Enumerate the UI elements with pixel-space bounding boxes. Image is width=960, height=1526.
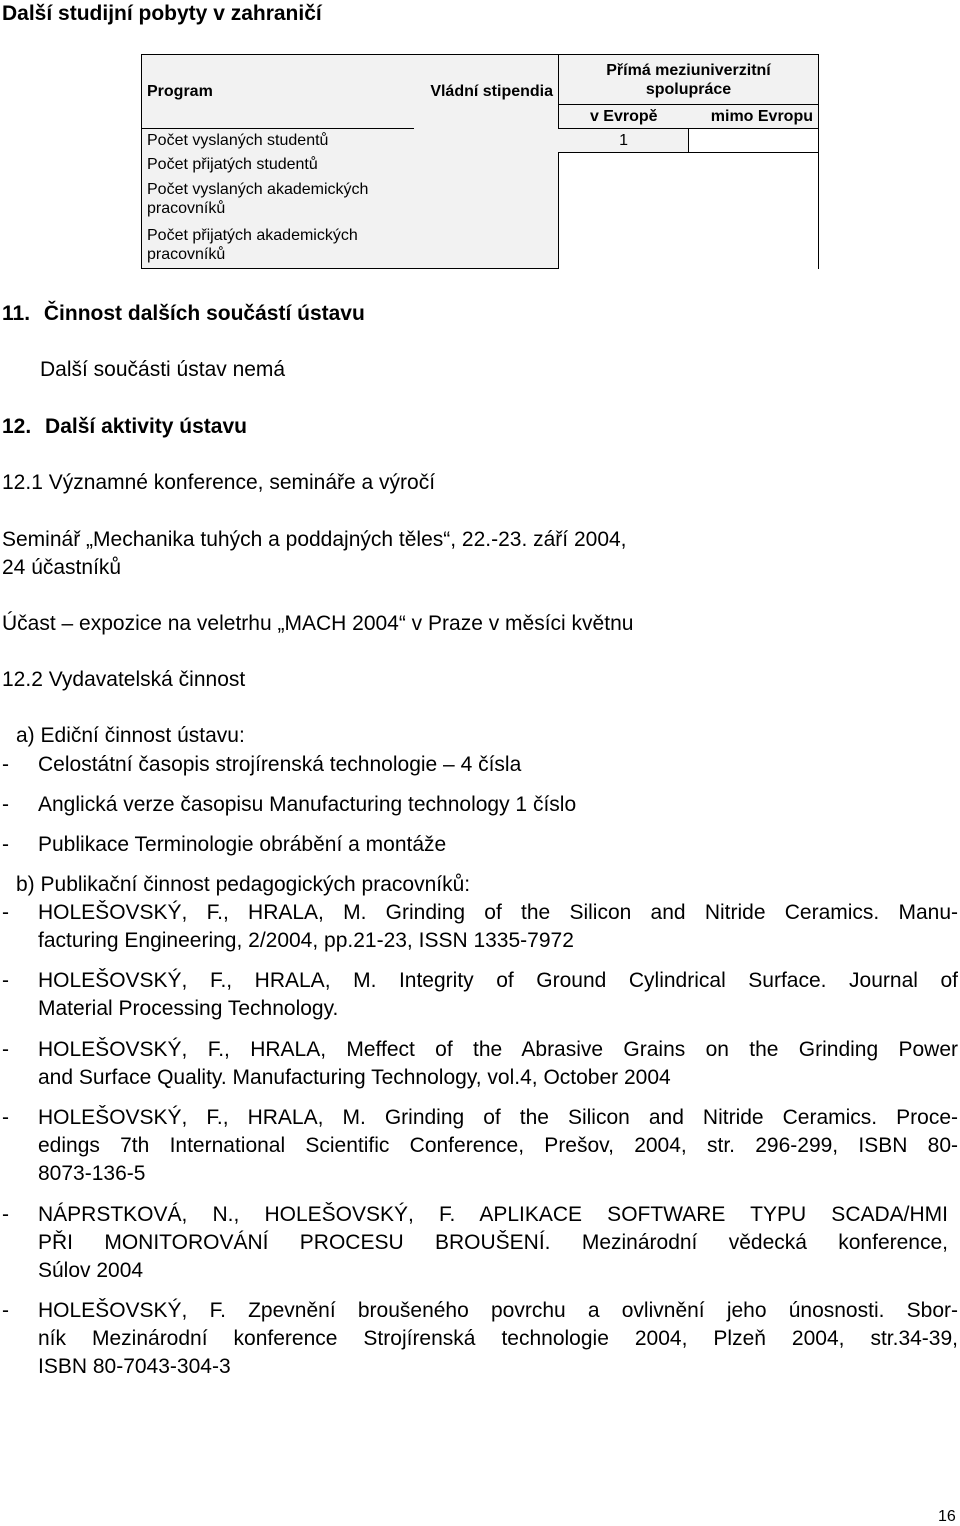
row-value-vladni <box>414 153 559 177</box>
page-number: 16 <box>938 1508 956 1525</box>
dash: - <box>2 1106 9 1129</box>
dash: - <box>2 833 9 856</box>
b-item <box>38 967 958 1023</box>
dash: - <box>2 969 9 992</box>
row-label: Počet vyslaných studentů <box>142 129 414 153</box>
section-number: 11. <box>2 302 31 325</box>
dash: - <box>2 1299 9 1322</box>
dash: - <box>2 753 9 776</box>
row-value-empty <box>559 153 819 269</box>
header-v-evrope: v Evropě <box>559 105 689 129</box>
row-value-mimo <box>689 129 819 153</box>
section-11-text: Další součásti ústav nemá <box>40 358 286 381</box>
section-title: Další aktivity ústavu <box>45 415 247 438</box>
b-item-line1: HOLEŠOVSKÝ, F. Zpevnění broušeného povrchu a ovlivnění jeho únosnosti. Sbor- <box>38 1299 958 1322</box>
row-value-vladni <box>414 177 559 222</box>
row-label-line1: Počet přijatých akademických <box>147 226 358 244</box>
seminar-line2: 24 účastníků <box>2 556 122 579</box>
row-label: Počet přijatých studentů <box>142 153 414 177</box>
table-row <box>142 153 819 177</box>
b-item <box>38 1297 958 1381</box>
section-12-2-heading: 12.2 Vydavatelská činnost <box>2 668 246 691</box>
header-vladni-stipendia: Vládní stipendia <box>414 55 559 129</box>
section-12-1-heading: 12.1 Významné konference, semináře a výročí <box>2 471 436 494</box>
row-label <box>142 177 414 222</box>
header-prima-line1: Přímá meziuniverzitní <box>606 61 771 79</box>
dash: - <box>2 1038 9 1061</box>
b-item-line1: HOLEŠOVSKÝ, F., HRALA, M. Grinding of the Silicon and Nitride Ceramics. Proce- <box>38 1106 958 1129</box>
seminar-line1: Seminář „Mechanika tuhých a poddajných těles“, 22.-23. září 2004, <box>2 528 627 551</box>
header-program: Program <box>142 55 414 129</box>
table-row <box>142 129 819 153</box>
row-label <box>142 222 414 269</box>
b-item-line2: and Surface Quality. Manufacturing Technology, vol.4, October 2004 <box>38 1066 671 1089</box>
b-item-line1: HOLEŠOVSKÝ, F., HRALA, Meffect of the Abrasive Grains on the Grinding Power <box>38 1038 958 1061</box>
b-item <box>38 1201 948 1285</box>
b-item-line2: Material Processing Technology. <box>38 997 339 1020</box>
header-prima-spoluprace <box>559 55 819 105</box>
b-item-line1: HOLEŠOVSKÝ, F., HRALA, M. Integrity of Ground Cylindrical Surface. Journal of <box>38 969 958 992</box>
row-label-line2: pracovníků <box>147 200 226 217</box>
b-item-line3: Súlov 2004 <box>38 1259 144 1282</box>
b-item-line1: HOLEŠOVSKÝ, F., HRALA, M. Grinding of the Silicon and Nitride Ceramics. Manu- <box>38 901 958 924</box>
row-value-evrope: 1 <box>414 129 689 153</box>
row-value-vladni <box>414 222 559 269</box>
dash: - <box>2 901 9 924</box>
b-item-line2: ník Mezinárodní konference Strojírenská technologie 2004, Plzeň 2004, str.34-39, <box>38 1327 958 1350</box>
row-label-line1: Počet vyslaných akademických <box>147 181 369 198</box>
header-mimo-evropu: mimo Evropu <box>689 105 819 129</box>
section-12-heading <box>2 413 247 441</box>
b-item-line1: NÁPRSTKOVÁ, N., HOLEŠOVSKÝ, F. APLIKACE SOFTWARE TYPU SCADA/HMI <box>38 1203 948 1226</box>
dash: - <box>2 793 9 816</box>
b-heading: b) Publikační činnost pedagogických pracovníků: <box>16 873 471 896</box>
a-item: Celostátní časopis strojírenská technologie – 4 čísla <box>38 753 522 776</box>
section-number: 12. <box>2 415 32 438</box>
a-item: Publikace Terminologie obrábění a montáže <box>38 833 447 856</box>
b-item-line3: 8073-136-5 <box>38 1162 146 1185</box>
b-item-line3: ISBN 80-7043-304-3 <box>38 1355 231 1378</box>
expo-text: Účast – expozice na veletrhu „MACH 2004“ v Praze v měsíci květnu <box>2 612 634 635</box>
header-prima-line2: spolupráce <box>645 80 732 98</box>
a-item: Anglická verze časopisu Manufacturing technology 1 číslo <box>38 793 577 816</box>
row-label-line2: pracovníků <box>147 245 226 263</box>
mobility-table <box>141 54 819 269</box>
b-item <box>38 1036 958 1092</box>
dash: - <box>2 1203 9 1226</box>
section-11-heading <box>2 300 365 328</box>
b-item-line2: facturing Engineering, 2/2004, pp.21-23, ISSN 1335-7972 <box>38 929 574 952</box>
b-item <box>38 899 958 955</box>
b-item-line2: PŘI MONITOROVÁNÍ PROCESU BROUŠENÍ. Mezinárodní vědecká konference, <box>38 1231 948 1254</box>
b-item-line2: edings 7th International Scientific Conference, Prešov, 2004, str. 296-299, ISBN 80- <box>38 1134 958 1157</box>
a-heading: a) Ediční činnost ústavu: <box>16 724 245 747</box>
page-title: Další studijní pobyty v zahraničí <box>2 2 322 25</box>
section-title: Činnost dalších součástí ústavu <box>43 302 365 325</box>
b-item <box>38 1104 958 1188</box>
